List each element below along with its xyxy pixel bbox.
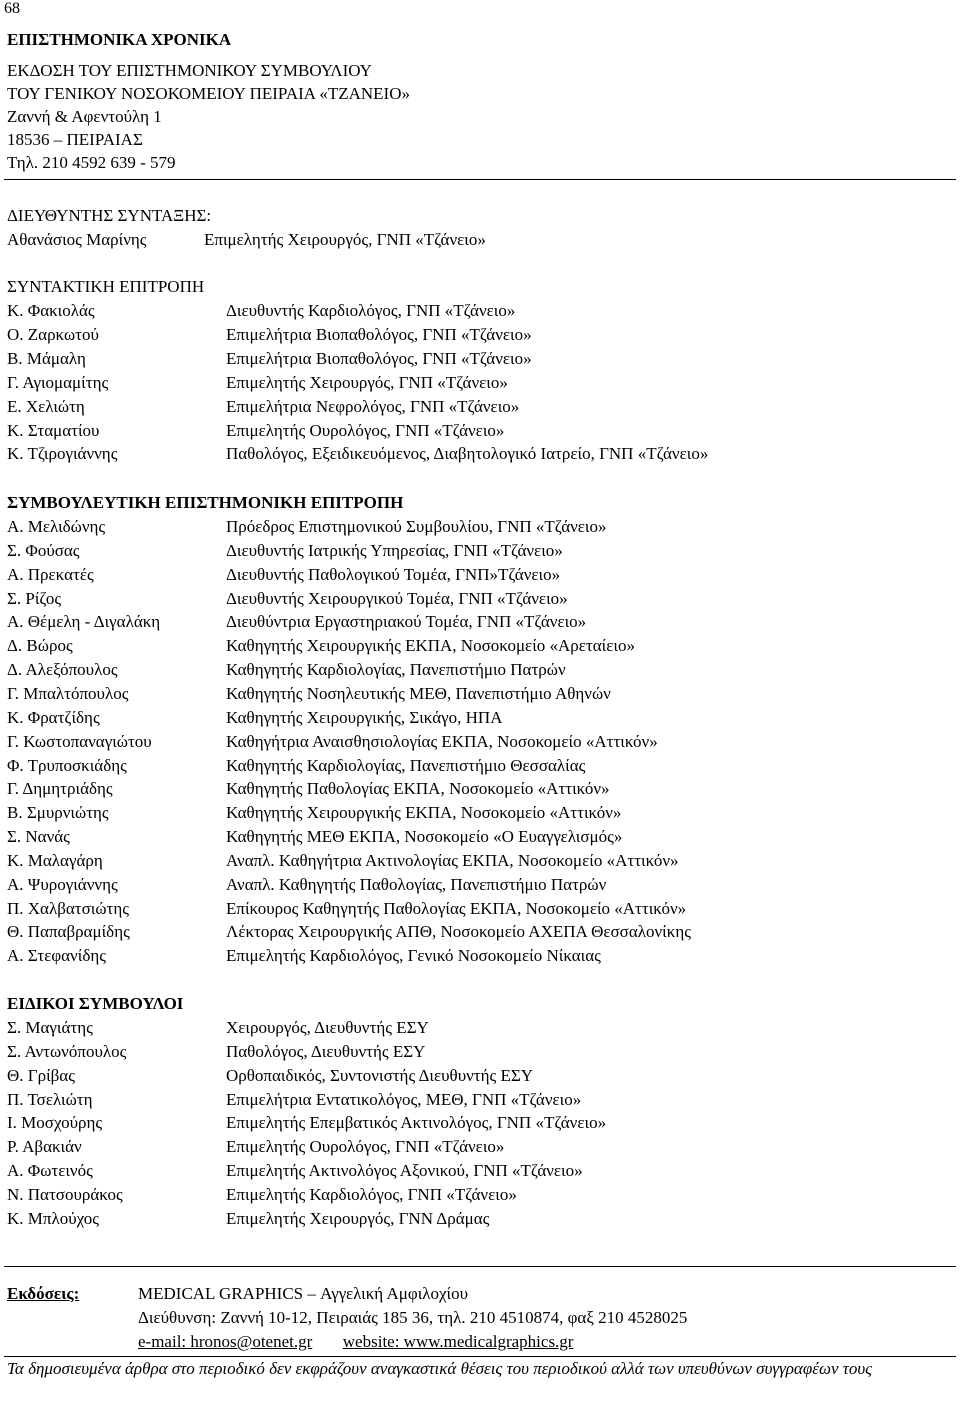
member-role: Καθηγητής Νοσηλευτικής ΜΕΘ, Πανεπιστήμιο Αθηνών xyxy=(226,683,611,703)
member-role: Λέκτορας Χειρουργικής ΑΠΘ, Νοσοκομείο ΑΧΕΠΑ Θεσσαλονίκης xyxy=(226,922,691,942)
advisory-member-row xyxy=(7,707,957,729)
advisory-heading: ΣΥΜΒΟΥΛΕΥΤΙΚΗ ΕΠΙΣΤΗΜΟΝΙΚΗ ΕΠΙΤΡΟΠΗ xyxy=(7,493,404,512)
member-name: Θ. Γρίβας xyxy=(7,1065,75,1085)
editorial-member-row xyxy=(7,372,957,394)
member-role: Αναπλ. Καθηγητής Παθολογίας, Πανεπιστήμιο Πατρών xyxy=(226,874,607,894)
divider xyxy=(4,179,956,180)
member-name: Α. Φωτεινός xyxy=(7,1161,93,1181)
publisher-website[interactable]: website: www.medicalgraphics.gr xyxy=(342,1332,574,1351)
member-name: Α. Μελιδώνης xyxy=(7,517,106,536)
member-role: Επιμελητής Ουρολόγος, ΓΝΠ «Τζάνειο» xyxy=(226,1137,505,1157)
journal-phone: Τηλ. 210 4592 639 - 579 xyxy=(7,153,176,172)
member-name: Κ. Σταματίου xyxy=(7,420,100,440)
page-number: 68 xyxy=(4,0,20,17)
advisory-member-row xyxy=(7,635,957,657)
member-role: Πρόεδρος Επιστημονικού Συμβουλίου, ΓΝΠ «Τζάνειο» xyxy=(226,517,607,536)
publisher-address: Διεύθυνση: Ζαννή 10-12, Πειραιάς 185 36, τηλ. 210 4510874, φαξ 210 4528025 xyxy=(138,1308,688,1327)
member-role: Διευθυντής Ιατρικής Υπηρεσίας, ΓΝΠ «Τζάνειο» xyxy=(226,540,563,560)
member-name: Α. Ψυρογιάννης xyxy=(7,874,118,894)
journal-address: Ζαννή & Αφεντούλη 1 xyxy=(7,107,162,126)
member-name: Φ. Τρυποσκιάδης xyxy=(7,755,127,775)
member-name: Π. Χαλβατσιώτης xyxy=(7,898,129,918)
member-role: Παθολόγος, Εξειδικευόμενος, Διαβητολογικό Ιατρείο, ΓΝΠ «Τζάνειο» xyxy=(226,444,709,464)
member-role: Καθηγητής ΜΕΘ ΕΚΠΑ, Νοσοκομείο «Ο Ευαγγελισμός» xyxy=(226,827,623,847)
member-role: Καθηγητής Καρδιολογίας, Πανεπιστήμιο Θεσσαλίας xyxy=(226,755,586,775)
editorial-member-row xyxy=(7,443,957,465)
member-name: Κ. Μπλούχος xyxy=(7,1208,100,1228)
special-member-row xyxy=(7,1112,957,1134)
special-member-row xyxy=(7,1041,957,1063)
advisory-member-row xyxy=(7,564,957,586)
member-name: Ρ. Αβακιάν xyxy=(7,1137,82,1157)
member-name: Β. Μάμαλη xyxy=(7,348,86,368)
member-name: Ν. Πατσουράκος xyxy=(7,1184,123,1204)
member-role: Επιμελητής Χειρουργός, ΓΝΠ «Τζάνειο» xyxy=(226,372,508,392)
advisory-member-row xyxy=(7,850,957,872)
member-name: Α. Πρεκατές xyxy=(7,564,94,584)
member-name: Γ. Μπαλτόπουλος xyxy=(7,683,129,703)
member-role: Επιμελητής Καρδιολόγος, ΓΝΠ «Τζάνειο» xyxy=(226,1184,517,1204)
publisher-name: MEDICAL GRAPHICS – Αγγελική Αμφιλοχίου xyxy=(138,1284,469,1303)
member-role: Καθηγητής Χειρουργικής, Σικάγο, ΗΠΑ xyxy=(226,707,503,727)
member-name: Κ. Φακιολάς xyxy=(7,301,95,320)
special-member-row xyxy=(7,1017,957,1039)
editorial-heading: ΣΥΝΤΑΚΤΙΚΗ ΕΠΙΤΡΟΠΗ xyxy=(7,277,205,296)
member-name: Γ. Κωστοπαναγιώτου xyxy=(7,731,152,751)
director-row xyxy=(7,229,957,251)
member-role: Διευθύντρια Εργαστηριακού Τομέα, ΓΝΠ «Τζάνειο» xyxy=(226,612,587,632)
director-role: Επιμελητής Χειρουργός, ΓΝΠ «Τζάνειο» xyxy=(204,230,486,249)
member-role: Καθηγητής Χειρουργικής ΕΚΠΑ, Νοσοκομείο «Αττικόν» xyxy=(226,803,622,823)
member-name: Α. Θέμελη - Διγαλάκη xyxy=(7,612,161,632)
member-role: Επιμελήτρια Βιοπαθολόγος, ΓΝΠ «Τζάνειο» xyxy=(226,324,532,344)
member-name: Δ. Βώρος xyxy=(7,636,73,656)
advisory-member-row xyxy=(7,611,957,633)
member-name: Κ. Τζιρογιάννης xyxy=(7,444,118,464)
disclaimer: Τα δημοσιευμένα άρθρα στο περιοδικό δεν εκφράζουν αναγκαστικά θέσεις του περιοδικού αλλά των υπευθύνων συγγραφέων τους xyxy=(7,1359,873,1378)
member-role: Καθηγητής Χειρουργικής ΕΚΠΑ, Νοσοκομείο «Αρεταίειο» xyxy=(226,636,635,656)
member-name: Σ. Ρίζος xyxy=(7,588,62,608)
member-role: Επιμελητής Καρδιολόγος, Γενικό Νοσοκομείο Νίκαιας xyxy=(226,946,601,966)
advisory-member-row xyxy=(7,874,957,896)
member-name: Θ. Παπαβραμίδης xyxy=(7,922,130,942)
advisory-member-row xyxy=(7,778,957,800)
member-role: Ορθοπαιδικός, Συντονιστής Διευθυντής ΕΣΥ xyxy=(226,1065,534,1085)
member-role: Επιμελήτρια Βιοπαθολόγος, ΓΝΠ «Τζάνειο» xyxy=(226,348,532,368)
editorial-member-row xyxy=(7,348,957,370)
member-name: Α. Στεφανίδης xyxy=(7,946,106,966)
journal-publisher-line2: ΤΟΥ ΓΕΝΙΚΟΥ ΝΟΣΟΚΟΜΕΙΟΥ ΠΕΙΡΑΙΑ «ΤΖΑΝΕΙΟ» xyxy=(7,84,410,103)
special-member-row xyxy=(7,1208,957,1230)
member-name: Σ. Νανάς xyxy=(7,827,70,847)
member-role: Επιμελητής Ουρολόγος, ΓΝΠ «Τζάνειο» xyxy=(226,420,505,440)
journal-title: ΕΠΙΣΤΗΜΟΝΙΚΑ ΧΡΟΝΙΚΑ xyxy=(7,30,232,49)
member-role: Επιμελητής Χειρουργός, ΓΝΝ Δράμας xyxy=(226,1208,490,1228)
publisher-contacts xyxy=(138,1331,573,1353)
special-heading: ΕΙΔΙΚΟΙ ΣΥΜΒΟΥΛΟΙ xyxy=(7,994,184,1013)
member-name: Ι. Μοσχούρης xyxy=(7,1113,103,1133)
special-member-row xyxy=(7,1184,957,1206)
member-role: Χειρουργός, Διευθυντής ΕΣΥ xyxy=(226,1018,429,1037)
journal-postcode: 18536 – ΠΕΙΡΑΙΑΣ xyxy=(7,130,143,149)
publisher-label: Εκδόσεις: xyxy=(7,1284,80,1303)
journal-publisher-line1: ΕΚΔΟΣΗ ΤΟΥ ΕΠΙΣΤΗΜΟΝΙΚΟΥ ΣΥΜΒΟΥΛΙΟΥ xyxy=(7,61,372,80)
member-role: Επίκουρος Καθηγητής Παθολογίας ΕΚΠΑ, Νοσοκομείο «Αττικόν» xyxy=(226,898,687,918)
footer-divider xyxy=(4,1266,956,1267)
member-name: Β. Σμυρνιώτης xyxy=(7,803,109,823)
member-role: Επιμελητής Ακτινολόγος Αξονικού, ΓΝΠ «Τζάνειο» xyxy=(226,1161,583,1181)
advisory-member-row xyxy=(7,683,957,705)
editorial-member-row xyxy=(7,396,957,418)
member-name: Γ. Αγιομαμίτης xyxy=(7,372,109,392)
member-name: Σ. Αντωνόπουλος xyxy=(7,1041,127,1061)
member-role: Καθηγητής Παθολογίας ΕΚΠΑ, Νοσοκομείο «Αττικόν» xyxy=(226,779,610,799)
advisory-member-row xyxy=(7,540,957,562)
editorial-member-row xyxy=(7,300,957,322)
special-member-row xyxy=(7,1136,957,1158)
advisory-member-row xyxy=(7,898,957,920)
member-role: Παθολόγος, Διευθυντής ΕΣΥ xyxy=(226,1041,426,1061)
advisory-member-row xyxy=(7,755,957,777)
member-role: Διευθυντής Καρδιολόγος, ΓΝΠ «Τζάνειο» xyxy=(226,301,516,320)
member-name: Κ. Μαλαγάρη xyxy=(7,850,103,870)
member-name: Π. Τσελιώτη xyxy=(7,1089,93,1109)
advisory-member-row xyxy=(7,731,957,753)
member-name: Σ. Μαγιάτης xyxy=(7,1018,93,1037)
member-role: Διευθυντής Παθολογικού Τομέα, ΓΝΠ»Τζάνειο» xyxy=(226,564,561,584)
director-name: Αθανάσιος Μαρίνης xyxy=(7,230,147,249)
member-role: Επιμελητής Επεμβατικός Ακτινολόγος, ΓΝΠ «Τζάνειο» xyxy=(226,1113,607,1133)
advisory-member-row xyxy=(7,588,957,610)
advisory-member-row xyxy=(7,826,957,848)
member-name: Δ. Αλεξόπουλος xyxy=(7,660,118,680)
member-role: Καθηγήτρια Αναισθησιολογίας ΕΚΠΑ, Νοσοκομείο «Αττικόν» xyxy=(226,731,658,751)
advisory-member-row xyxy=(7,945,957,967)
advisory-member-row xyxy=(7,802,957,824)
member-role: Επιμελήτρια Νεφρολόγος, ΓΝΠ «Τζάνειο» xyxy=(226,396,520,416)
member-name: Ε. Χελιώτη xyxy=(7,396,85,416)
member-role: Καθηγητής Καρδιολογίας, Πανεπιστήμιο Πατρών xyxy=(226,660,566,680)
special-member-row xyxy=(7,1089,957,1111)
member-name: Κ. Φρατζίδης xyxy=(7,707,100,727)
editorial-member-row xyxy=(7,324,957,346)
advisory-member-row xyxy=(7,921,957,943)
member-role: Αναπλ. Καθηγήτρια Ακτινολογίας ΕΚΠΑ, Νοσοκομείο «Αττικόν» xyxy=(226,850,679,870)
advisory-member-row xyxy=(7,659,957,681)
member-role: Επιμελήτρια Εντατικολόγος, ΜΕΘ, ΓΝΠ «Τζάνειο» xyxy=(226,1089,582,1109)
publisher-email[interactable]: e-mail: hronos@otenet.gr xyxy=(138,1332,313,1351)
special-member-row xyxy=(7,1160,957,1182)
member-name: Σ. Φούσας xyxy=(7,540,80,560)
member-name: Ο. Ζαρκωτού xyxy=(7,324,99,344)
advisory-member-row xyxy=(7,516,957,538)
special-member-row xyxy=(7,1065,957,1087)
member-name: Γ. Δημητριάδης xyxy=(7,779,113,799)
director-heading: ΔΙΕΥΘΥΝΤΗΣ ΣΥΝΤΑΞΗΣ: xyxy=(7,206,212,225)
editorial-member-row xyxy=(7,420,957,442)
member-role: Διευθυντής Χειρουργικού Τομέα, ΓΝΠ «Τζάνειο» xyxy=(226,588,568,608)
